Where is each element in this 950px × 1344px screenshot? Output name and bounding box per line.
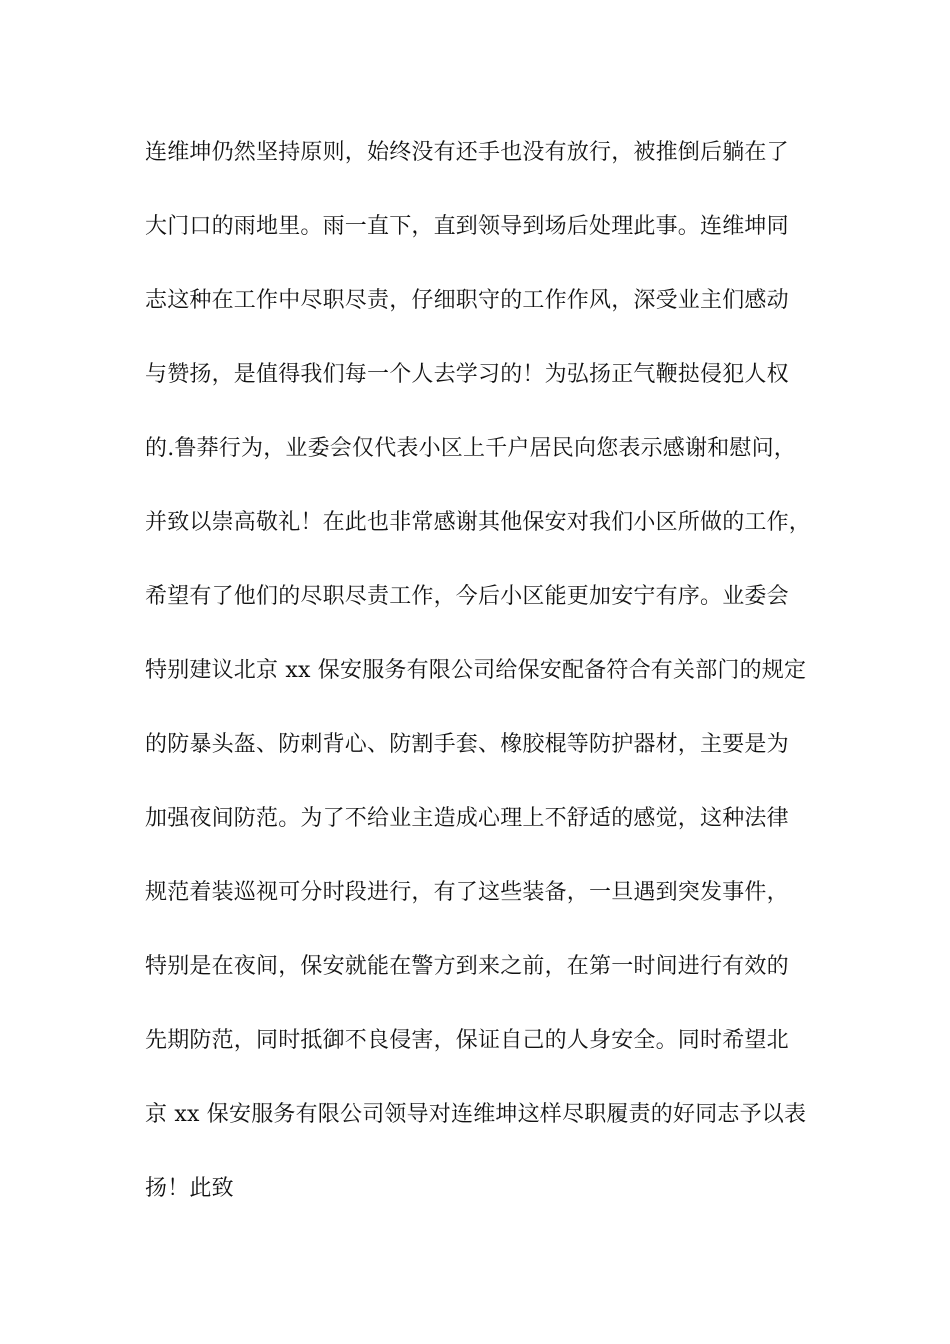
text-line: 扬！此致	[145, 1176, 234, 1201]
text-line: 大门口的雨地里。雨一直下，直到领导到场后处理此事。连维坤同	[145, 214, 789, 239]
text-line: 并致以崇高敬礼！在此也非常感谢其他保安对我们小区所做的工作，	[145, 510, 812, 535]
text-line: 特别建议北京 xx 保安服务有限公司给保安配备符合有关部门的规定	[145, 658, 807, 683]
text-line: 先期防范，同时抵御不良侵害，保证自己的人身安全。同时希望北	[145, 1028, 789, 1053]
text-line: 加强夜间防范。为了不给业主造成心理上不舒适的感觉，这种法律	[145, 806, 789, 831]
text-line: 的防暴头盔、防刺背心、防割手套、橡胶棍等防护器材，主要是为	[145, 732, 789, 757]
text-line: 志这种在工作中尽职尽责，仔细职守的工作作风，深受业主们感动	[145, 288, 789, 313]
text-line: 的.鲁莽行为，业委会仅代表小区上千户居民向您表示感谢和慰问，	[145, 436, 796, 461]
text-line: 希望有了他们的尽职尽责工作，今后小区能更加安宁有序。业委会	[145, 584, 789, 609]
text-line: 规范着装巡视可分时段进行，有了这些装备，一旦遇到突发事件，	[145, 880, 789, 905]
body-paragraph	[145, 131, 835, 1241]
text-line: 与赞扬，是值得我们每一个人去学习的！为弘扬正气鞭挞侵犯人权	[145, 362, 789, 387]
text-line: 连维坤仍然坚持原则，始终没有还手也没有放行，被推倒后躺在了	[145, 140, 789, 165]
text-line: 京 xx 保安服务有限公司领导对连维坤这样尽职履责的好同志予以表	[145, 1102, 807, 1127]
text-line: 特别是在夜间，保安就能在警方到来之前，在第一时间进行有效的	[145, 954, 789, 979]
